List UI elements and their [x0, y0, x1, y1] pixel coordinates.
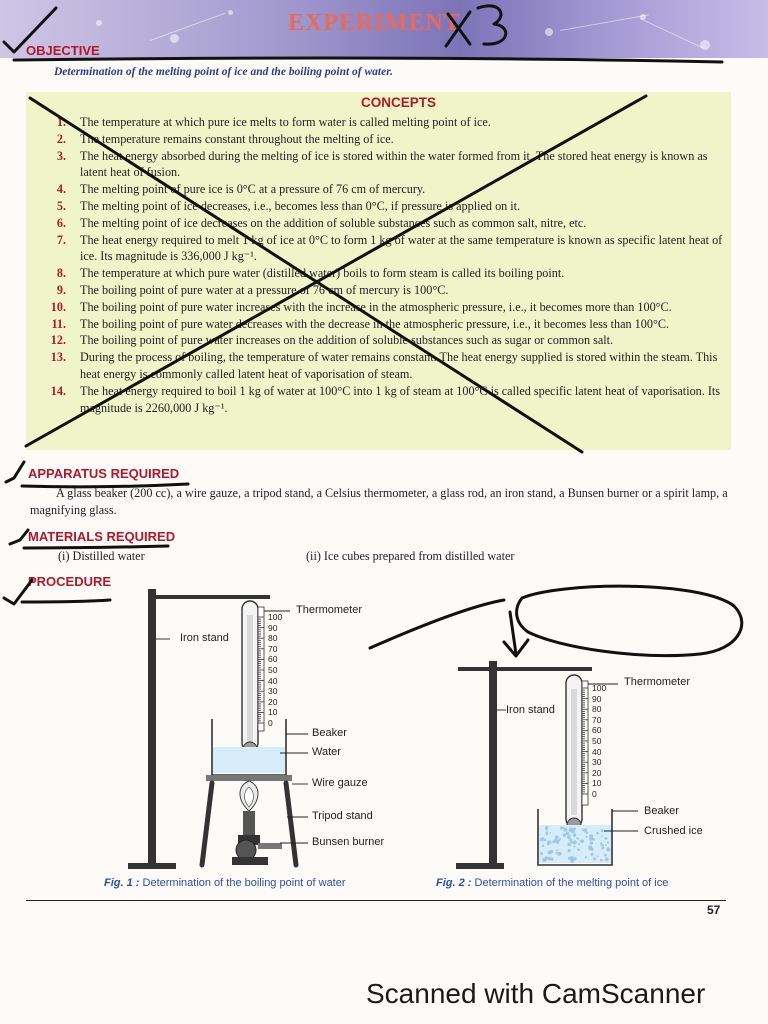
ice-particle [573, 840, 577, 844]
ice-particle [593, 857, 596, 860]
scale-label: 20 [268, 696, 278, 707]
ice-particle [546, 828, 548, 830]
scale-label: 80 [268, 633, 278, 644]
concept-item [26, 299, 731, 316]
concept-number: 2. [56, 131, 66, 146]
banner-decoration [640, 18, 704, 48]
objective-text: Determination of the melting point of ice and the boiling point of water. [54, 66, 393, 78]
ice-particle [547, 842, 550, 845]
concept-text: The heat energy absorbed during the melting of ice is stored within the water formed from it. The stored heat energy is known as latent heat of fusion. [80, 148, 708, 180]
ice-particle [601, 844, 604, 847]
figure-2-caption-prefix: Fig. 2 : [436, 877, 472, 889]
concept-item [26, 114, 731, 131]
concept-item [26, 349, 731, 383]
procedure-heading: PROCEDURE [28, 574, 112, 589]
concept-number: 4. [56, 182, 66, 197]
concept-item [26, 198, 731, 215]
label-thermometer-1: Thermometer [296, 604, 363, 616]
label-thermometer-2: Thermometer [624, 676, 691, 688]
ice-particle [569, 827, 573, 831]
scale-label: 40 [268, 675, 278, 686]
ice-particle [600, 859, 603, 862]
concept-number: 5. [56, 198, 66, 213]
ice-particle [566, 832, 569, 835]
label-beaker-1: Beaker [312, 727, 347, 739]
concept-item [26, 332, 731, 349]
concept-text: The melting point of pure ice is 0°C at a pressure of 76 cm of mercury. [80, 182, 426, 197]
page-number: 57 [707, 903, 721, 917]
ice-particle [557, 852, 561, 856]
ice-particle [567, 849, 570, 852]
scale-label: 30 [268, 686, 278, 697]
banner-decoration [560, 14, 649, 31]
scale-label: 90 [592, 693, 602, 704]
scale-label: 0 [268, 718, 273, 728]
concept-text: The temperature at which pure ice melts to form water is called melting point of ice. [80, 115, 491, 129]
banner-decoration [150, 13, 226, 41]
banner-decoration [228, 10, 233, 15]
ice-particle [559, 838, 561, 840]
experiment-title: EXPERIMENT [288, 10, 461, 36]
iron-stand-clamp [152, 595, 270, 599]
scale-label: 80 [592, 704, 602, 715]
concept-text: The heat energy required to boil 1 kg of water at 100°C into 1 kg of steam at 100°C is called specific latent heat of vaporisation. Its magnitude is 2260,000 J kg⁻¹. [80, 383, 721, 415]
concepts-list [26, 114, 731, 416]
figure-1-apparatus [128, 589, 308, 869]
concept-item [26, 383, 731, 417]
scale-label: 10 [592, 778, 602, 789]
scale-label: 40 [592, 746, 602, 757]
label-beaker-2: Beaker [644, 805, 679, 817]
ice-particle [555, 840, 557, 842]
iron-stand-rod-2 [489, 661, 497, 865]
iron-stand-base-2 [456, 863, 504, 869]
ice-particle [578, 843, 580, 845]
scale-label: 90 [268, 622, 278, 633]
concept-text: The boiling point of pure water decreases with the decrease in the atmospheric pressure, i.e., it becomes less than 100°C. [80, 316, 670, 331]
concept-text: The melting point of ice decreases, i.e., becomes less than 0°C, if pressure is applied on it. [80, 198, 521, 213]
ice-particle [548, 851, 552, 855]
concept-number: 11. [51, 316, 66, 331]
ice-particle [540, 852, 543, 855]
ice-particle [596, 832, 599, 835]
ice-particle [588, 845, 592, 849]
ice-particle [563, 833, 567, 837]
ice-particle [589, 837, 593, 841]
concept-text: The melting point of ice decreases on the addition of soluble substances such as common salt, nitre, etc. [80, 215, 587, 230]
scale-label: 60 [592, 725, 602, 736]
concept-item [26, 181, 731, 198]
concept-text: The boiling point of pure water increases with the increase in the atmospheric pressure, i.e., it becomes more than 100°C. [80, 299, 672, 314]
ice-particle [605, 857, 609, 861]
ice-particle [600, 842, 602, 844]
ice-particle [580, 839, 584, 843]
ice-particle [546, 833, 548, 835]
figure-2-caption [436, 877, 668, 889]
concept-item [26, 148, 731, 182]
ice-particle [573, 846, 575, 848]
label-iron-stand-1: Iron stand [180, 632, 229, 644]
ice-particle [601, 847, 604, 850]
concept-item [26, 282, 731, 299]
concept-item [26, 265, 731, 282]
banner-decoration [96, 20, 102, 26]
ice-particle [568, 843, 572, 847]
scale-label: 20 [592, 767, 602, 778]
materials-item-2: (ii) Ice cubes prepared from distilled water [306, 549, 515, 563]
ice-particle [605, 837, 608, 840]
banner-decoration [170, 34, 179, 43]
concept-text: The temperature at which pure water (distilled water) boils to form steam is called its boiling point. [80, 266, 565, 281]
ice-particle [601, 829, 604, 832]
ice-particle [586, 832, 588, 834]
ice-particle [550, 858, 553, 861]
header-banner [0, 0, 768, 58]
ice-particle [573, 833, 576, 836]
concept-item [26, 131, 731, 148]
ice-particle [545, 858, 547, 860]
figure-1-caption-prefix: Fig. 1 : [104, 877, 140, 889]
ice-particle [550, 832, 552, 834]
ice-particle [605, 844, 607, 846]
ice-particle [543, 838, 546, 841]
camscanner-watermark: Scanned with CamScanner [366, 978, 706, 1009]
checkmark-materials [10, 530, 28, 544]
materials-heading: MATERIALS REQUIRED [28, 529, 176, 544]
label-wire-gauze: Wire gauze [312, 777, 368, 789]
ice-particle [568, 857, 571, 860]
concept-text: During the process of boiling, the temperature of water remains constant. The heat energy supplied is stored within the steam. This heat energy is commonly called latent heat of vaporisation of steam. [80, 350, 718, 381]
scale-label: 50 [592, 736, 602, 746]
ice-particle [567, 835, 571, 839]
footer-rule [26, 900, 726, 901]
ice-particle [601, 836, 603, 838]
scale-label: 100 [592, 683, 607, 693]
concept-text: The boiling point of pure water increases on the addition of soluble substances such as sugar or common salt. [80, 333, 614, 348]
ice-particle [555, 836, 559, 840]
label-crushed-ice: Crushed ice [644, 825, 703, 837]
concept-number: 3. [56, 148, 66, 163]
concepts-heading: CONCEPTS [360, 95, 436, 110]
concept-text: The temperature remains constant throughout the melting of ice. [80, 131, 394, 146]
label-water: Water [312, 746, 341, 758]
ice-particle [569, 839, 572, 842]
ice-particle [585, 856, 587, 858]
apparatus-text: A glass beaker (200 cc), a wire gauze, a tripod stand, a Celsius thermometer, a glass rod, an iron stand, a Bunsen burner or a spirit lamp, a magnifying glass. [30, 486, 728, 517]
wire-gauze [206, 775, 292, 781]
ice-particle [582, 829, 585, 832]
figure-2-apparatus [456, 661, 638, 869]
ice-particle [556, 850, 558, 852]
concept-number: 8. [56, 266, 66, 281]
iron-stand-rod [148, 589, 156, 865]
figure-2-caption-text: Determination of the melting point of ice [474, 877, 669, 889]
scale-label: 30 [592, 757, 602, 768]
banner-decoration [700, 40, 710, 50]
concept-item [26, 215, 731, 232]
concept-item [26, 316, 731, 333]
concept-number: 7. [56, 232, 66, 247]
materials-item-1: (i) Distilled water [58, 549, 145, 563]
ice-particle [591, 853, 594, 856]
ice-particle [607, 842, 609, 844]
ice-particle [604, 854, 607, 857]
thermometer-1 [242, 601, 264, 756]
scale-label: 10 [268, 707, 278, 718]
ice-particle [576, 837, 578, 839]
ice-particle [590, 841, 593, 844]
concepts-box [26, 92, 731, 450]
concept-number: 13. [50, 350, 66, 365]
underline-objective [14, 58, 722, 62]
scale-label: 60 [268, 654, 278, 665]
banner-decoration [545, 28, 553, 36]
label-iron-stand-2: Iron stand [506, 704, 555, 716]
ice-particle [597, 856, 599, 858]
label-tripod-stand: Tripod stand [312, 810, 373, 822]
iron-stand-base [128, 863, 176, 869]
scale-label: 50 [268, 665, 278, 675]
ice-particle [556, 852, 558, 854]
concept-item [26, 232, 731, 266]
concept-number: 1. [56, 115, 66, 129]
thermometer-2 [566, 675, 588, 832]
objective-heading: OBJECTIVE [26, 43, 100, 58]
concept-number: 10. [50, 299, 66, 314]
scale-label: 70 [268, 643, 278, 654]
ice-particle [586, 836, 588, 838]
iron-stand-clamp-2 [458, 667, 592, 671]
ice-particle [540, 838, 543, 841]
concept-number: 9. [56, 282, 66, 297]
concept-number: 6. [56, 215, 66, 230]
ice-particle [542, 845, 544, 847]
concept-text: The heat energy required to melt 1 kg of ice at 0°C to form 1 kg of water at the same temperature is known as specific latent heat of ice. Its magnitude is 336,000 J kg⁻¹. [80, 232, 723, 264]
scale-label: 70 [592, 714, 602, 725]
ice-particle [563, 827, 565, 829]
scale-label: 100 [268, 612, 283, 622]
scale-label: 0 [592, 789, 597, 799]
checkmark-apparatus [6, 462, 24, 482]
bunsen-burner [232, 811, 282, 865]
figure-1-caption-text: Determination of the boiling point of water [142, 877, 346, 889]
figure-1-caption [104, 877, 346, 889]
concept-number: 14. [50, 383, 66, 398]
ice-particle [573, 828, 576, 831]
apparatus-heading: APPARATUS REQUIRED [28, 466, 180, 481]
ice-particle [607, 849, 609, 851]
ice-particle [577, 849, 580, 852]
label-bunsen-burner: Bunsen burner [312, 836, 385, 848]
concept-number: 12. [50, 333, 66, 348]
concept-text: The boiling point of pure water at a pressure of 76 cm of mercury is 100°C. [80, 282, 449, 297]
